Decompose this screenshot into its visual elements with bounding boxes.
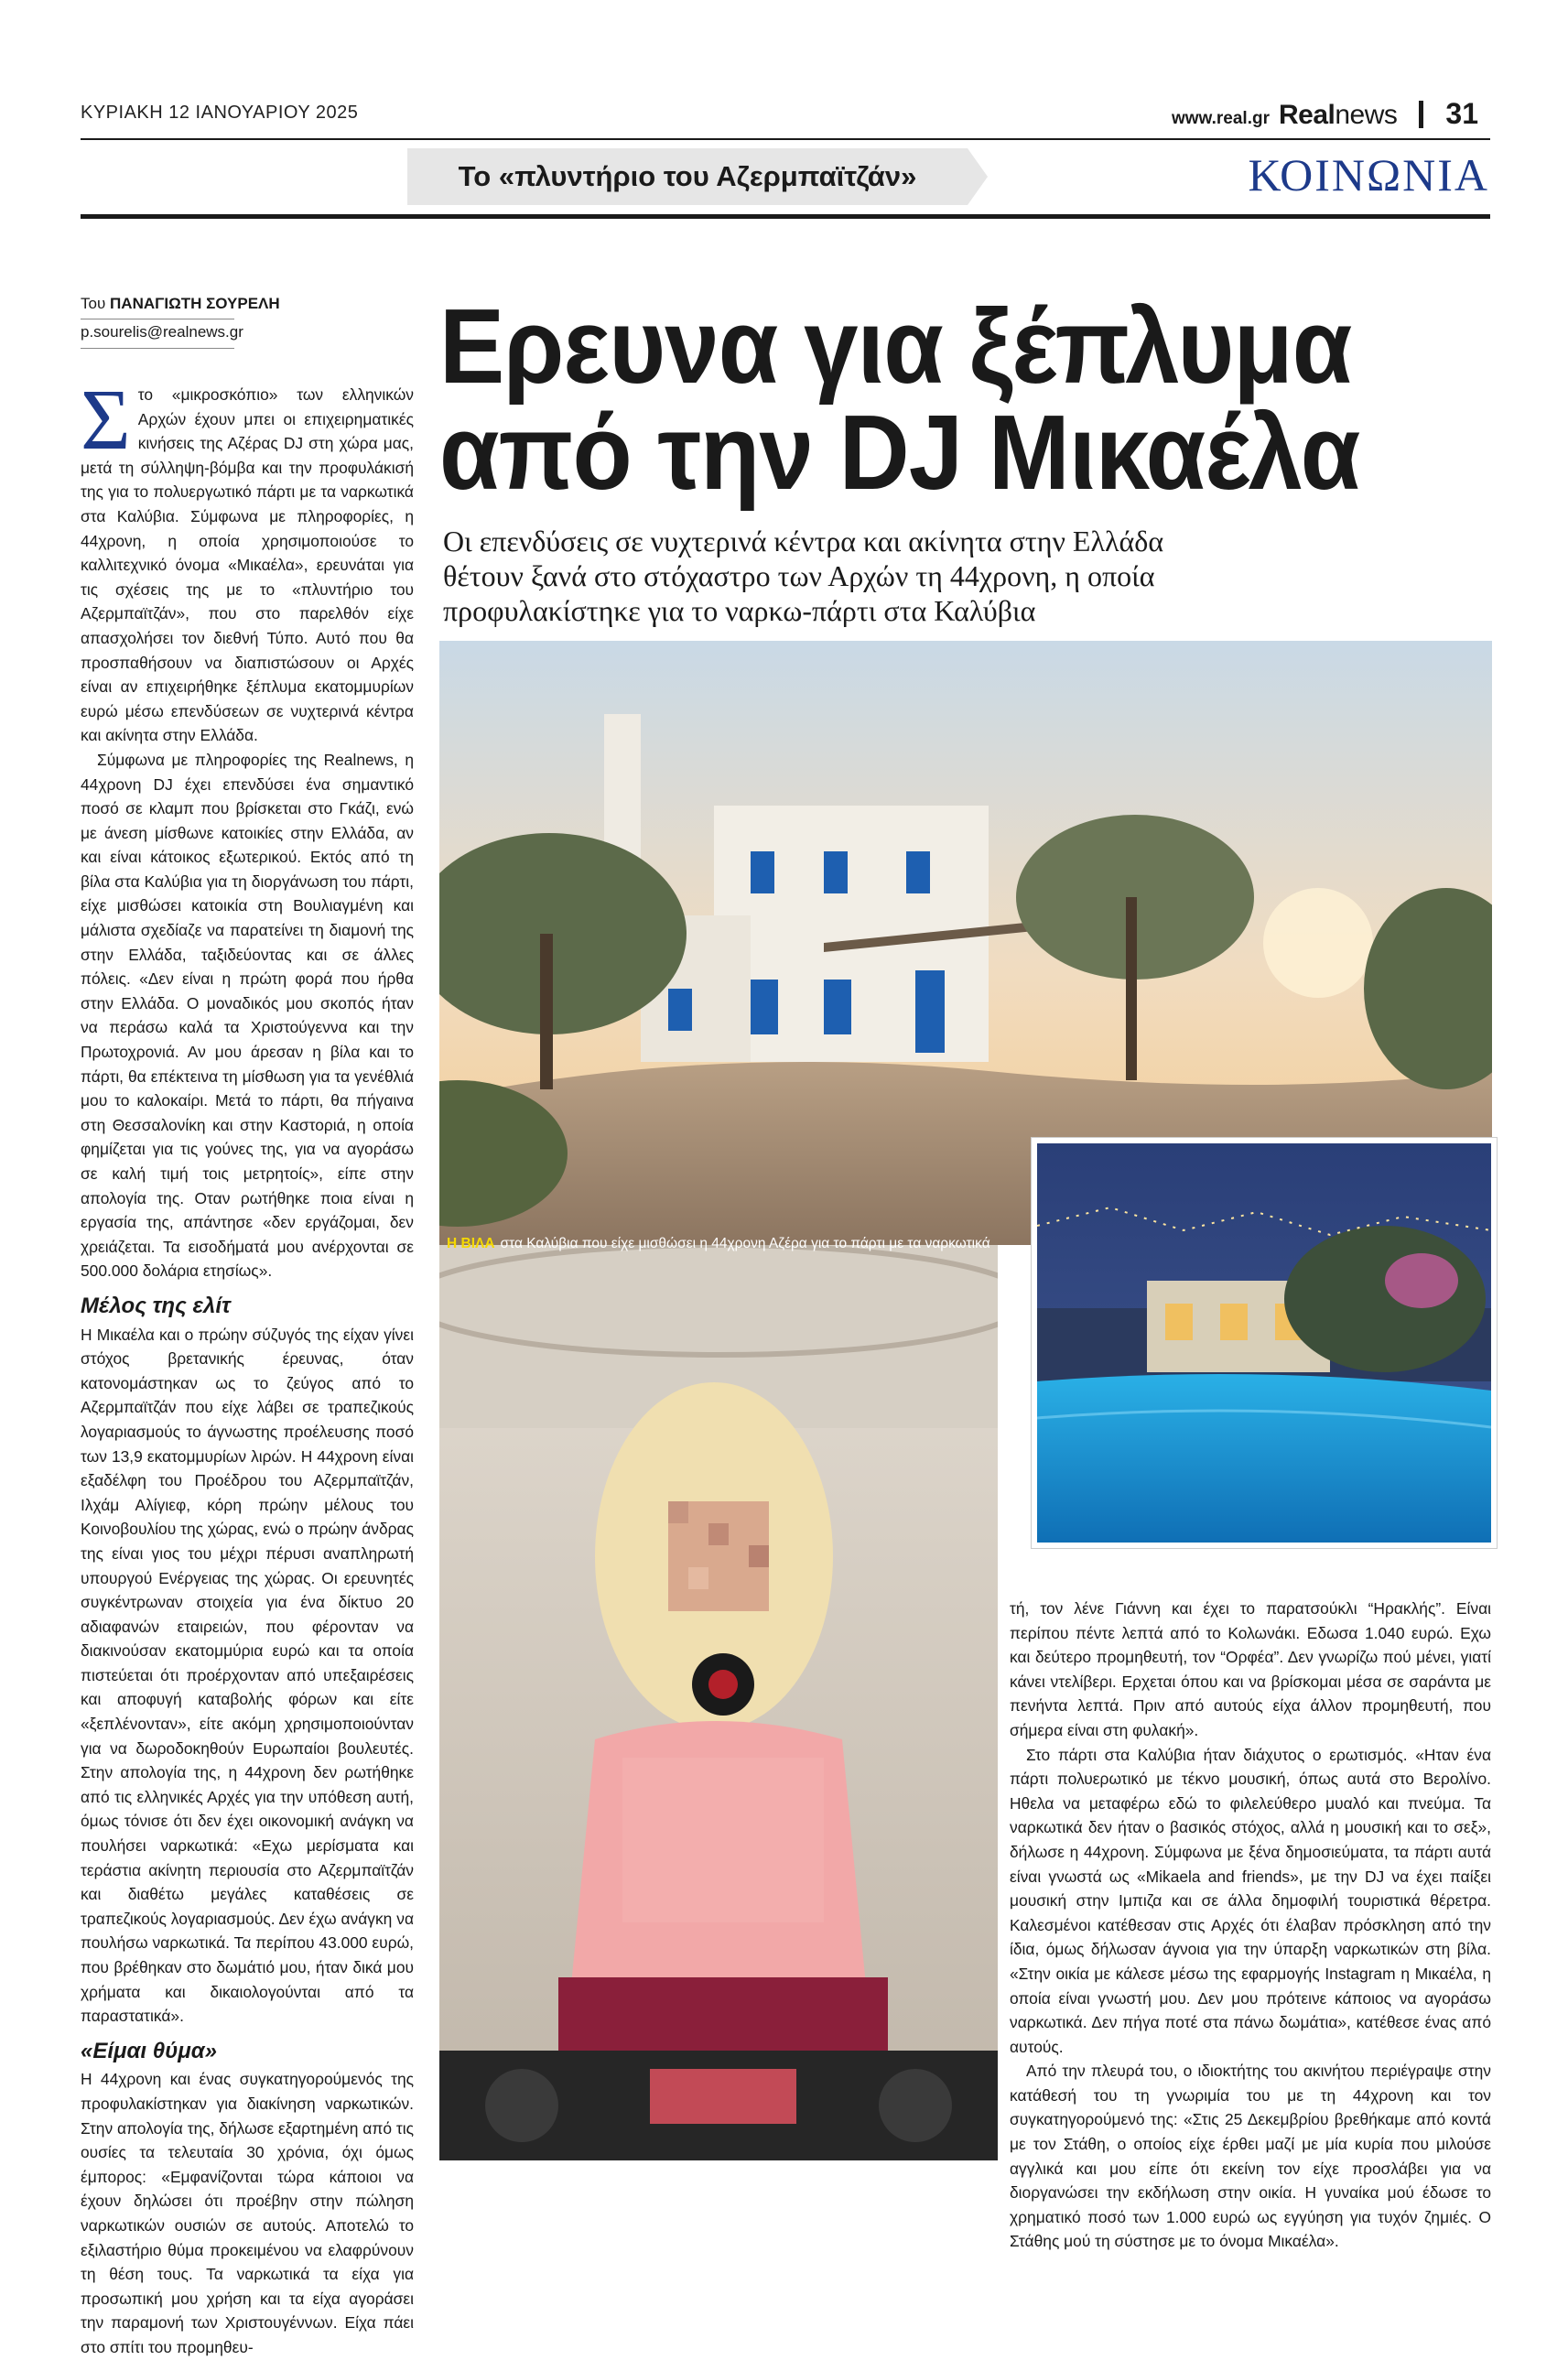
standfirst: Οι επενδύσεις σε νυχτερινά κέντρα και ακίνητα στην Ελλάδα θέτουν ξανά στο στόχαστρο των Αρχών τη 44χρονη, η οποία προφυλακίστηκε για το ναρκω-πάρτι στα Καλύβια <box>443 525 1164 627</box>
header-rule <box>81 138 1490 140</box>
subheading: «Είμαι θύμα» <box>81 2038 217 2063</box>
article-column-left <box>81 373 414 2360</box>
byline <box>81 295 280 313</box>
logo-bold: Real <box>1278 100 1336 130</box>
byline-prefix: Του <box>81 295 106 312</box>
site-url[interactable]: www.real.gr <box>1171 109 1270 128</box>
subheading: Μέλος της ελίτ <box>81 1293 231 1318</box>
section-title: ΚΟΙΝΩΝΙΑ <box>1248 149 1489 200</box>
headline-line-2: από την DJ Μικαέλα <box>439 393 1360 512</box>
drop-cap: Σ <box>81 373 131 468</box>
email-divider <box>81 348 234 349</box>
masthead-brand <box>1172 97 1478 131</box>
issue-date: ΚΥΡΙΑΚΗ 12 ΙΑΝΟΥΑΡΙΟΥ 2025 <box>81 103 359 123</box>
paragraph: Από την πλευρά του, ο ιδιοκτήτης του ακινήτου περιέγραψε στην κατάθεσή του τη γνωριμία του με τη 44χρονη και τον συγκατηγορούμενό της: «Στις 25 Δεκεμβρίου βρεθήκαμε από κοντά με τον Στάθη, ο οποίος είχε έρθει μαζί με μία κυρία που μιλούσε αγγλικά και μου είπε ότι εκείνη τον είχε προσλάβει για να διοργανώσει την εκδήλωση στην οικία. Η γυναίκα μού έδωσε το χρηματικό ποσό των 1.000 ευρώ ως εγγύηση για τυχόν ζημιές. Ο Στάθης μού τη σύστησε με το όνομα Μικαέλα». <box>1010 2062 1491 2251</box>
logo-light: news <box>1335 100 1398 130</box>
paragraph-text: το «μικροσκόπιο» των ελληνικών Αρχών έχουν μπει οι επιχειρηματικές κινήσεις της Αζέρας DJ στη χώρα μας, μετά τη σύλληψη-βόμβα και την προφυλάκισή της για το πολυεργωτικό πάρτι με τα ναρκωτικά στα Καλύβια. Σύμφωνα με πληροφορίες, η 44χρονη, η οποία χρησιμοποιούσε το καλλιτεχνικό όνομα «Μικαέλα», ερευνάται για τις σχέσεις της με το «πλυντήριο του Αζερμπαϊτζάν», που στο παρελθόν είχε απασχολήσει τον διεθνή Τύπο. Αυτό που θα προσπαθήσουν να διαπιστώσουν οι Αρχές είναι αν επιχειρήθηκε ξέπλυμα εκατομμυρίων ευρώ μέσω επενδύσεων σε νυχτερινά κέντρα και ακίνητα στην Ελλάδα. <box>81 385 414 745</box>
masthead-divider <box>1419 101 1423 128</box>
byline-author: ΠΑΝΑΓΙΩΤΗ ΣΟΥΡΕΛΗ <box>110 295 280 312</box>
paragraph: Η 44χρονη και ένας συγκατηγορούμενός της προφυλακίστηκαν για διακίνηση ναρκωτικών. Στην απολογία της, δήλωσε εξαρτημένη από τις ουσίες τα τελευταία 30 χρόνια, όχι όμως έμπορος: «Εμφανίζονται τώρα κάποιοι να έχουν δηλώσει ότι προέβην στην πώληση ναρκωτικών ουσιών σε αυτούς. Αποτελώ το εξιλαστήριο θύμα προκειμένου να ελαφρύνουν τη θέση τους. Τα ναρκωτικά τα είχα για προσωπική μου χρήση και τα είχα αγοράσει την παραμονή των Χριστουγέννων. Είχα πάει στο σπίτι του προμηθευ- <box>81 2070 414 2356</box>
headline-line-1: Ερευνα για ξέπλυμα <box>439 287 1352 406</box>
section-rule <box>81 214 1490 219</box>
paragraph: Η Μικαέλα και ο πρώην σύζυγός της είχαν γίνει στόχος βρετανικής έρευνας, όταν κατονομάστηκαν ως το ζεύγος από το Αζερμπαϊτζάν που είχε λάβει σε τραπεζικούς λογαριασμούς το άγνωστης προέλευσης ποσό των 13,9 εκατομμυρίων λιρών. Η 44χρονη είναι εξαδέλφη του Προέδρου του Αζερμπαϊτζάν, Ιλχάμ Αλίγιεφ, κόρη πρώην μέλους του Κοινοβουλίου της χώρας, ενώ ο πρώην άνδρας της είναι γιος του μέχρι πέρυσι αναπληρωτή υπουργού Ενέργειας της χώρας. Οι ερευνητές συγκέντρωναν στοιχεία για ένα δίκτυο 20 αδιαφανών εταιρειών, που φέρονταν να διακινούσαν εκατομμύρια ευρώ και τα οποία πιστεύεται ότι προέρχονταν από υπεξαιρέσεις και αποφυγή καταβολής φόρων και είτε «ξεπλένονταν», είτε ακόμη χρησιμοποιούνταν για να δωροδοκηθούν Ευρωπαίοι βουλευτές. Στην απολογία της, η 44χρονη δεν ρωτήθηκε από τις ελληνικές Αρχές για την υπόθεση αυτή, όμως τόνισε ότι δεν έχει οικονομική ανάγκη να πουλήσει ναρκωτικά: «Εχω μερίσματα και τεράστια ακίνητη περιουσία στο Αζερμπαϊτζάν και διαθέτω μεγάλες καταθέσεις σε τραπεζικούς λογαριασμούς. Δεν έχω ανάγκη να πουλήσω ναρκωτικά. Τα περίπου 43.000 ευρώ, που βρέθηκαν στο δωμάτιό μου, ήταν δικά μου χρήματα και δικαιολογούνται από τα παραστατικά». <box>81 1325 414 2026</box>
photo-caption <box>447 1225 1014 1263</box>
paragraph: τή, τον λένε Γιάννη και έχει το παρατσούκλι “Ηρακλής”. Είναι περίπου πέντε λεπτά από το Κολωνάκι. Εδωσα 1.040 ευρώ. Εχω και δεύτερο προμηθευτή, τον “Ορφέα”. Δεν γνωρίζω πού μένει, γιατί κάνει ντελίβερι. Ερχεται όπου και να βρίσκομαι μέσα σε σαράντα με πενήντα λεπτά. Πριν από αυτούς είχα άλλον προμηθευτή, που σήμερα είναι στη φυλακή». <box>1010 1599 1491 1739</box>
author-email[interactable]: p.sourelis@realnews.gr <box>81 323 243 341</box>
pool-photo <box>1032 1138 1497 1548</box>
article-column-right <box>1010 1597 1491 2254</box>
caption-lead: Η ΒΙΛΑ <box>447 1236 495 1251</box>
realnews-logo <box>1279 100 1397 131</box>
headline <box>439 287 1408 512</box>
paragraph: Σύμφωνα με πληροφορίες της Realnews, η 44χρονη DJ έχει επενδύσει ένα σημαντικό ποσό σε κλαμπ που βρίσκεται στο Γκάζι, ενώ με άνεση μίσθωνε κατοικίες στην Ελλάδα, αν και είναι κάτοικος εξωτερικού. Εκτός από τη βίλα στα Καλύβια για τη διοργάνωση του πάρτι, είχε μισθώσει κατοικία στη Βουλιαγμένη και μάλιστα σχεδίαζε να παρατείνει τη διαμονή της στην Ελλάδα, ταξιδεύοντας και σε άλλες πόλεις. «Δεν είναι η πρώτη φορά που ήρθα στην Ελλάδα. Ο μοναδικός μου σκοπός ήταν να περάσω καλά τα Χριστούγεννα και την Πρωτοχρονιά. Αν μου άρεσαν η βίλα και το πάρτι, θα επέκτεινα τη μίσθωση για τα γενέθλιά μου το καλοκαίρι. Μετά το πάρτι, θα πήγαινα στη Θεσσαλονίκη και στην Καστοριά, η οποία φημίζεται για τις γούνες της, για να αγοράσω σε καλή τιμή τοις μετρητοίς», είπε στην απολογία της. Οταν ρωτήθηκε ποια είναι η εργασία της, απάντησε «δεν εργάζομαι, δεν χρειάζεται. Τα εισοδήματά μου ανέρχονται σε 500.000 δολάρια ετησίως». <box>81 750 414 1281</box>
page-number: 31 <box>1445 97 1478 130</box>
caption-text: στα Καλύβια που είχε μισθώσει η 44χρονη Αζέρα για το πάρτι με τα ναρκωτικά <box>500 1236 990 1251</box>
kicker-text: Το «πλυντήριο του Αζερμπαϊτζάν» <box>458 160 917 192</box>
kicker-banner <box>407 148 968 205</box>
paragraph <box>81 373 414 748</box>
paragraph: Στο πάρτι στα Καλύβια ήταν διάχυτος ο ερωτισμός. «Ηταν ένα πάρτι πολυερωτικό με τέκνο μουσική, όπως αυτά στο Βερολίνο. Ηθελα να μεταφέρω εδώ το φιλελεύθερο μυαλό και πνεύμα. Τα ναρκωτικά δεν ήταν ο βασικός στόχος, αλλά η μουσική και το σεξ», δήλωσε η 44χρονη. Σύμφωνα με ξένα δημοσιεύματα, τα πάρτι αυτά είναι γνωστά ως «Mikaela and friends», με την DJ να έχει παίξει μουσική στην Ιμπιζα και σε άλλα δημοφιλή τουριστικά θέρετρα. Καλεσμένοι κατέθεσαν στις Αρχές ότι έλαβαν πρόσκληση από την ίδια, όμως δήλωσαν άγνοια για την ύπαρξη ναρκωτικών στη βίλα. «Στην οικία με κάλεσε μέσω της εφαρμογής Instagram η Μικαέλα, η οποία είναι γνωστή μου. Δεν μου πρότεινε κάποιος να αγοράσω ναρκωτικά. Δεν πήγα ποτέ στα πάνω δωμάτια», κατέθεσε ένας από αυτούς. <box>1010 1745 1491 2056</box>
dj-photo <box>439 1245 998 2160</box>
